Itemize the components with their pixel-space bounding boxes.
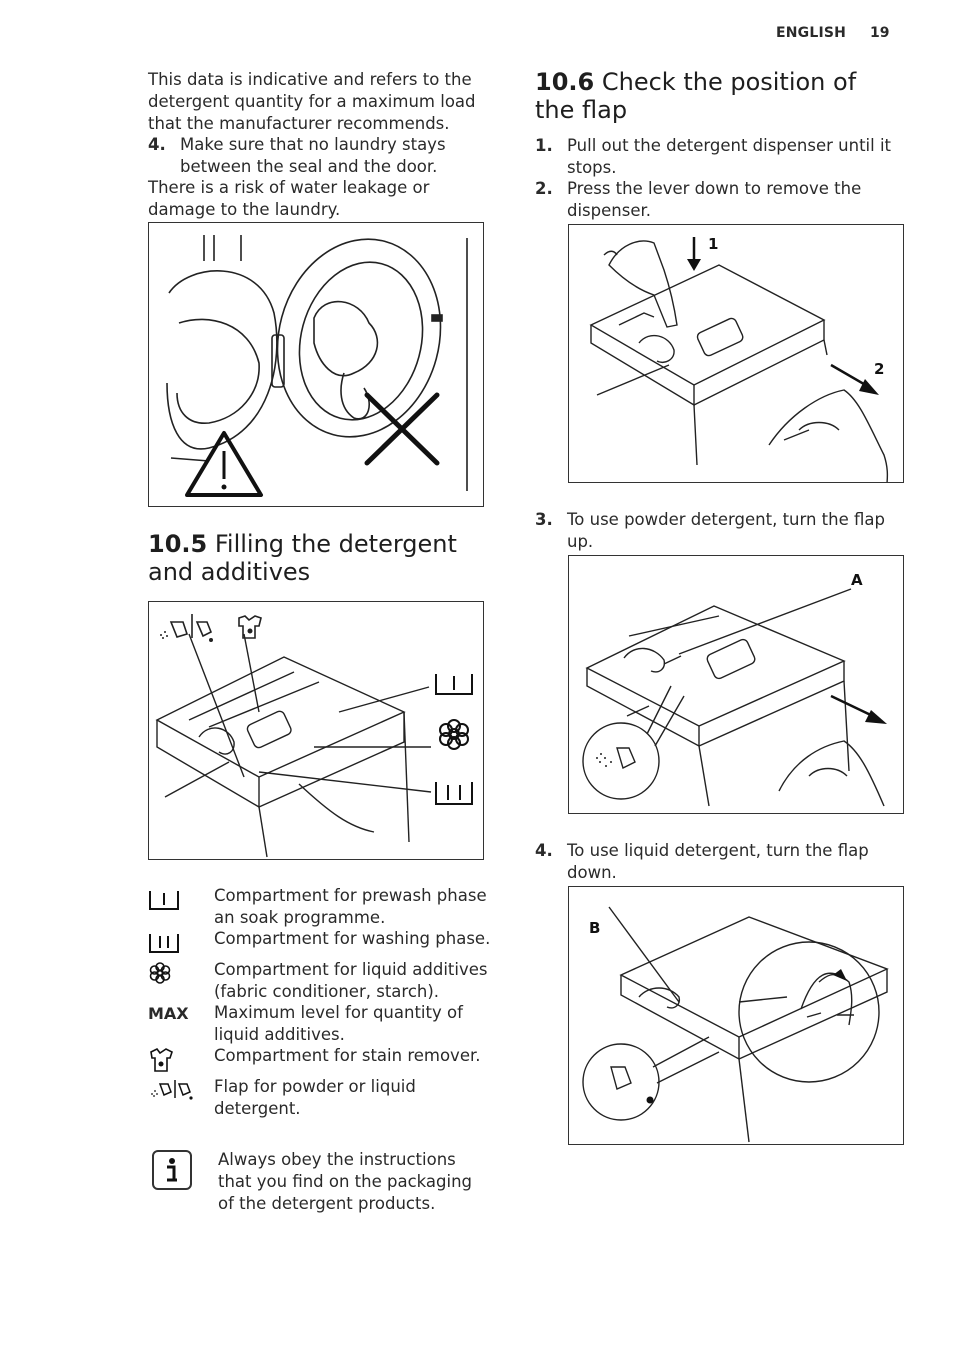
info-icon	[152, 1150, 192, 1190]
legend-text: Maximum level for quantity of liquid additives.	[214, 1003, 463, 1044]
step-text: Press the lever down to remove the dispenser.	[567, 179, 862, 220]
step-text: Make sure that no laundry stays between the seal and the door.	[180, 135, 446, 176]
header-language: ENGLISH	[776, 25, 847, 41]
max-level-label: MAX	[148, 1004, 189, 1023]
figure-door-seal	[148, 222, 484, 507]
section-title: Check the position of the flap	[535, 68, 857, 124]
arrow-1-label: 1	[708, 235, 719, 253]
legend-text: Compartment for liquid additives (fabric conditioner, starch).	[214, 960, 488, 1001]
arrow-2-label: 2	[874, 360, 885, 378]
section-title: Filling the detergent and additives	[148, 530, 457, 586]
legend-text: Compartment for prewash phase an soak programme.	[214, 886, 487, 927]
section-number: 10.5	[148, 530, 208, 558]
powder-liquid-flap-icon	[148, 1076, 198, 1104]
step-number: 3.	[535, 510, 553, 529]
step-number: 4.	[535, 841, 553, 860]
legend-text: Compartment for washing phase.	[214, 929, 491, 948]
intro-paragraph: This data is indicative and refers to the detergent quantity for a maximum load that the manufacturer recommends.	[148, 70, 476, 133]
label-a: A	[851, 571, 863, 589]
flower-additives-icon	[148, 959, 198, 987]
step-number: 2.	[535, 179, 553, 198]
wash-compartment-icon	[148, 928, 198, 956]
section-10-5-heading	[148, 530, 493, 586]
section-10-6-heading	[535, 68, 895, 124]
step-number: 4.	[148, 135, 166, 154]
stain-remover-icon	[148, 1045, 198, 1073]
legend-text: Compartment for stain remover.	[214, 1046, 481, 1065]
step-number: 1.	[535, 136, 553, 155]
prewash-compartment-icon	[148, 885, 198, 913]
page-number: 19	[870, 25, 890, 41]
legend-text: Flap for powder or liquid detergent.	[214, 1077, 416, 1118]
step-text: Pull out the detergent dispenser until it stops.	[567, 136, 892, 177]
figure-flap-up	[568, 555, 904, 814]
step-text: To use powder detergent, turn the flap up.	[567, 510, 885, 551]
section-number: 10.6	[535, 68, 595, 96]
info-note-text: Always obey the instructions that you find on the packaging of the detergent products.	[218, 1150, 473, 1213]
figure-remove-dispenser	[568, 224, 904, 483]
figure-flap-down	[568, 886, 904, 1145]
figure-dispenser-compartments	[148, 601, 484, 860]
step-text: To use liquid detergent, turn the flap down.	[567, 841, 869, 882]
label-b: B	[589, 919, 601, 937]
warning-paragraph: There is a risk of water leakage or damage to the laundry.	[148, 178, 430, 219]
